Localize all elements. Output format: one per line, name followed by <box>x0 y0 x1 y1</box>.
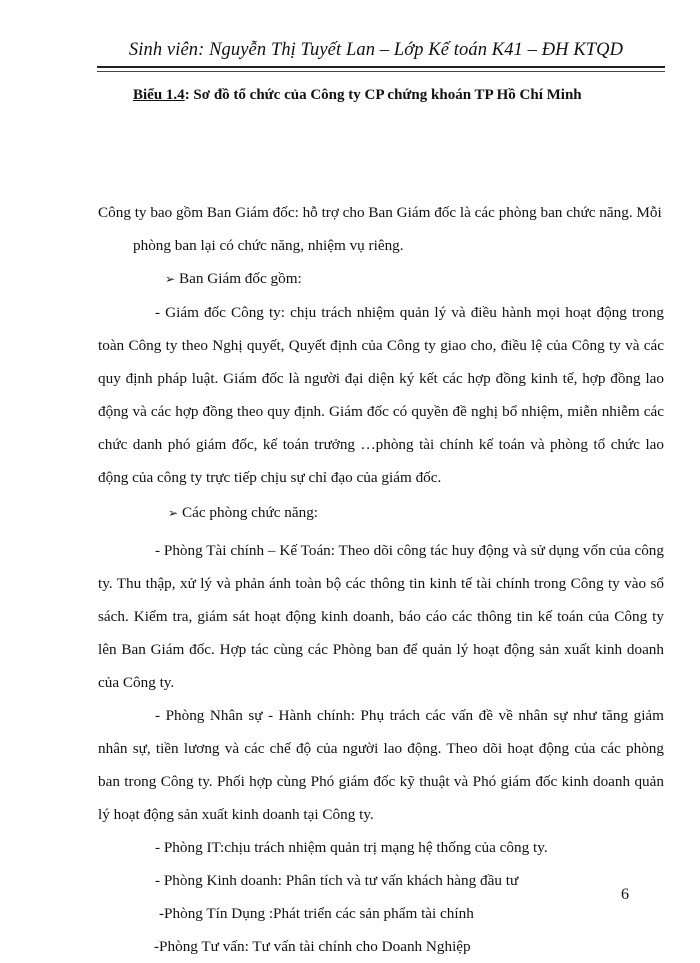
advisory-paragraph: -Phòng Tư vấn: Tư vấn tài chính cho Doanh Nghiệp <box>154 938 471 955</box>
body-text <box>98 196 664 963</box>
caption-label: Biểu 1.4 <box>133 87 185 103</box>
page-number: 6 <box>621 886 629 903</box>
board-heading <box>98 262 664 296</box>
arrow-bullet-icon: ➢ <box>165 272 176 286</box>
director-paragraph: - Giám đốc Công ty: chịu trách nhiệm quản lý và điều hành mọi hoạt động trong toàn Công ty theo Nghị quyết, Quyết định của Công ty giao cho, điều lệ của Công ty và các quy định pháp luật. Giám đốc là người đại diện ký kết các hợp đồng kinh tế, hợp đồng lao động và các hợp đồng theo quy định. Giám đốc có quyền đề nghị bổ nhiệm, miễn nhiễm các chức danh phó giám đốc, kế toán trưởng …phòng tài chính kế toán và phòng tổ chức lao động của công ty trực tiếp chịu sự chỉ đạo của giám đốc. <box>98 304 664 486</box>
credit-paragraph: -Phòng Tín Dụng :Phát triển các sản phẩm tài chính <box>159 905 474 922</box>
caption-title: : Sơ đồ tổ chức của Công ty CP chứng khoán TP Hồ Chí Minh <box>184 87 582 103</box>
figure-caption <box>133 87 582 104</box>
departments-heading <box>98 496 664 530</box>
departments-heading-text: Các phòng chức năng: <box>182 504 319 521</box>
hr-paragraph: - Phòng Nhân sự - Hành chính: Phụ trách các vấn đề về nhân sự như tăng giảm nhân sự, tiền lương và các chế độ của người lao động. Theo dõi hoạt động của các phòng ban trong Công ty. Phối hợp cùng Phó giám đốc kỹ thuật và Phó giám đốc kinh doanh quản lý hoạt động sản xuất kinh doanh tại Công ty. <box>98 707 664 823</box>
header-rule-thin <box>97 71 665 72</box>
intro-paragraph: Công ty bao gồm Ban Giám đốc: hỗ trợ cho Ban Giám đốc là các phòng ban chức năng. Mỗi phòng ban lại có chức năng, nhiệm vụ riêng. <box>98 204 662 254</box>
arrow-bullet-icon: ➢ <box>168 506 179 520</box>
business-paragraph: - Phòng Kinh doanh: Phân tích và tư vấn khách hàng đầu tư <box>155 872 519 889</box>
page-header: Sinh viên: Nguyễn Thị Tuyết Lan – Lớp Kế toán K41 – ĐH KTQD <box>128 40 624 60</box>
finance-paragraph: - Phòng Tài chính – Kế Toán: Theo dõi công tác huy động và sử dụng vốn của công ty. Thu thập, xử lý và phản ánh toàn bộ các thông tin kinh tế tài chính trong Công ty vào sổ sách. Kiểm tra, giám sát hoạt động kinh doanh, báo cáo các thông tin kế toán của Công ty lên Ban Giám đốc. Hợp tác cùng các Phòng ban để quản lý hoạt động sản xuất kinh doanh của Công ty. <box>98 542 664 691</box>
header-rule-thick <box>97 66 665 68</box>
it-paragraph: - Phòng IT:chịu trách nhiệm quản trị mạng hệ thống của công ty. <box>155 839 548 856</box>
board-heading-text: Ban Giám đốc gồm: <box>179 270 302 287</box>
